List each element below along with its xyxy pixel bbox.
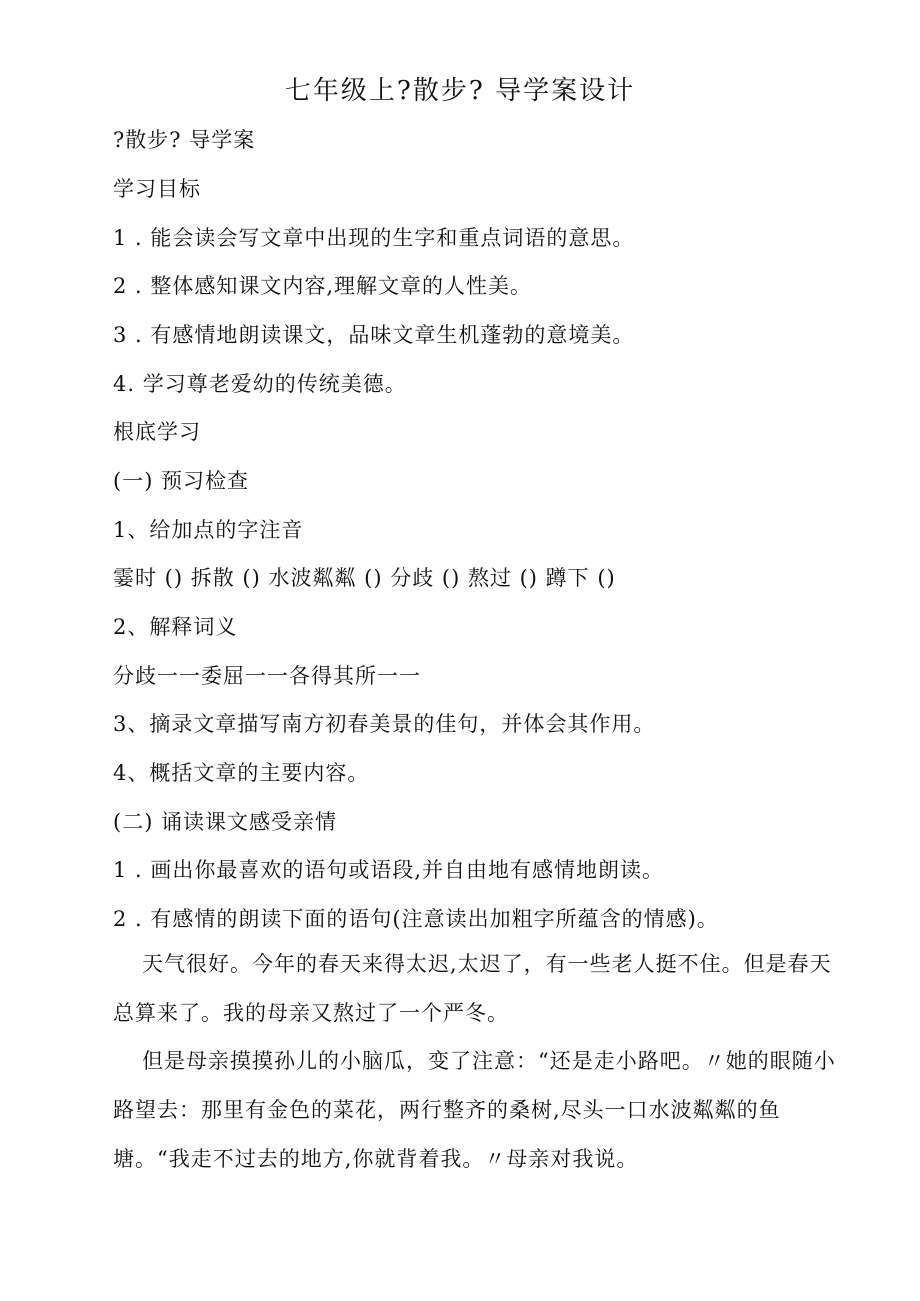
- heading-recite: (二) 诵读课文感受亲情: [113, 810, 338, 834]
- quote-paragraph-1: 天气很好。今年的春天来得太迟,太迟了，有一些老人挺不住。但是春天总算来了。我的母亲又熬过了一个严冬。: [113, 952, 832, 1025]
- goal-4: 4. 学习尊老爱幼的传统美德。: [113, 372, 407, 396]
- recite-1: 1 . 画出你最喜欢的语句或语段,并自由地有感情地朗读。: [113, 858, 665, 882]
- recite-2: 2 . 有感情的朗读下面的语句(注意读出加粗字所蕴含的情感)。: [113, 907, 719, 931]
- heading-preview-check: (一) 预习检查: [113, 469, 250, 493]
- goal-2: 2 . 整体感知课文内容,理解文章的人性美。: [113, 274, 533, 298]
- task-3: 3、摘录文章描写南方初春美景的佳句，并体会其作用。: [113, 712, 656, 736]
- quote-paragraph-2: 但是母亲摸摸孙儿的小脑瓜，变了注意：“还是走小路吧。〃她的眼随小路望去：那里有金色的菜花，两行整齐的桑树,尽头一口水波粼粼的鱼塘。“我走不过去的地方,你就背着我。〃母亲对我说。: [113, 1049, 836, 1171]
- task-2: 2、解释词义: [113, 615, 238, 639]
- heading-basic-learning: 根底学习: [113, 420, 201, 444]
- vocab-line: 分歧一一委屈一一各得其所一一: [113, 664, 421, 688]
- task-4: 4、概括文章的主要内容。: [113, 761, 370, 785]
- goal-1: 1 . 能会读会写文章中出现的生字和重点词语的意思。: [113, 226, 635, 250]
- task-1: 1、给加点的字注音: [113, 518, 304, 542]
- pinyin-words: 霎时 () 拆散 () 水波粼粼 () 分歧 () 熬过 () 蹲下 (): [113, 566, 616, 590]
- goal-3: 3 . 有感情地朗读课文，品味文章生机蓬勃的意境美。: [113, 323, 635, 347]
- page-title: 七年级上?散步? 导学案设计: [284, 76, 636, 106]
- subtitle: ?散步? 导学案: [113, 128, 256, 152]
- heading-learning-goals: 学习目标: [113, 177, 201, 201]
